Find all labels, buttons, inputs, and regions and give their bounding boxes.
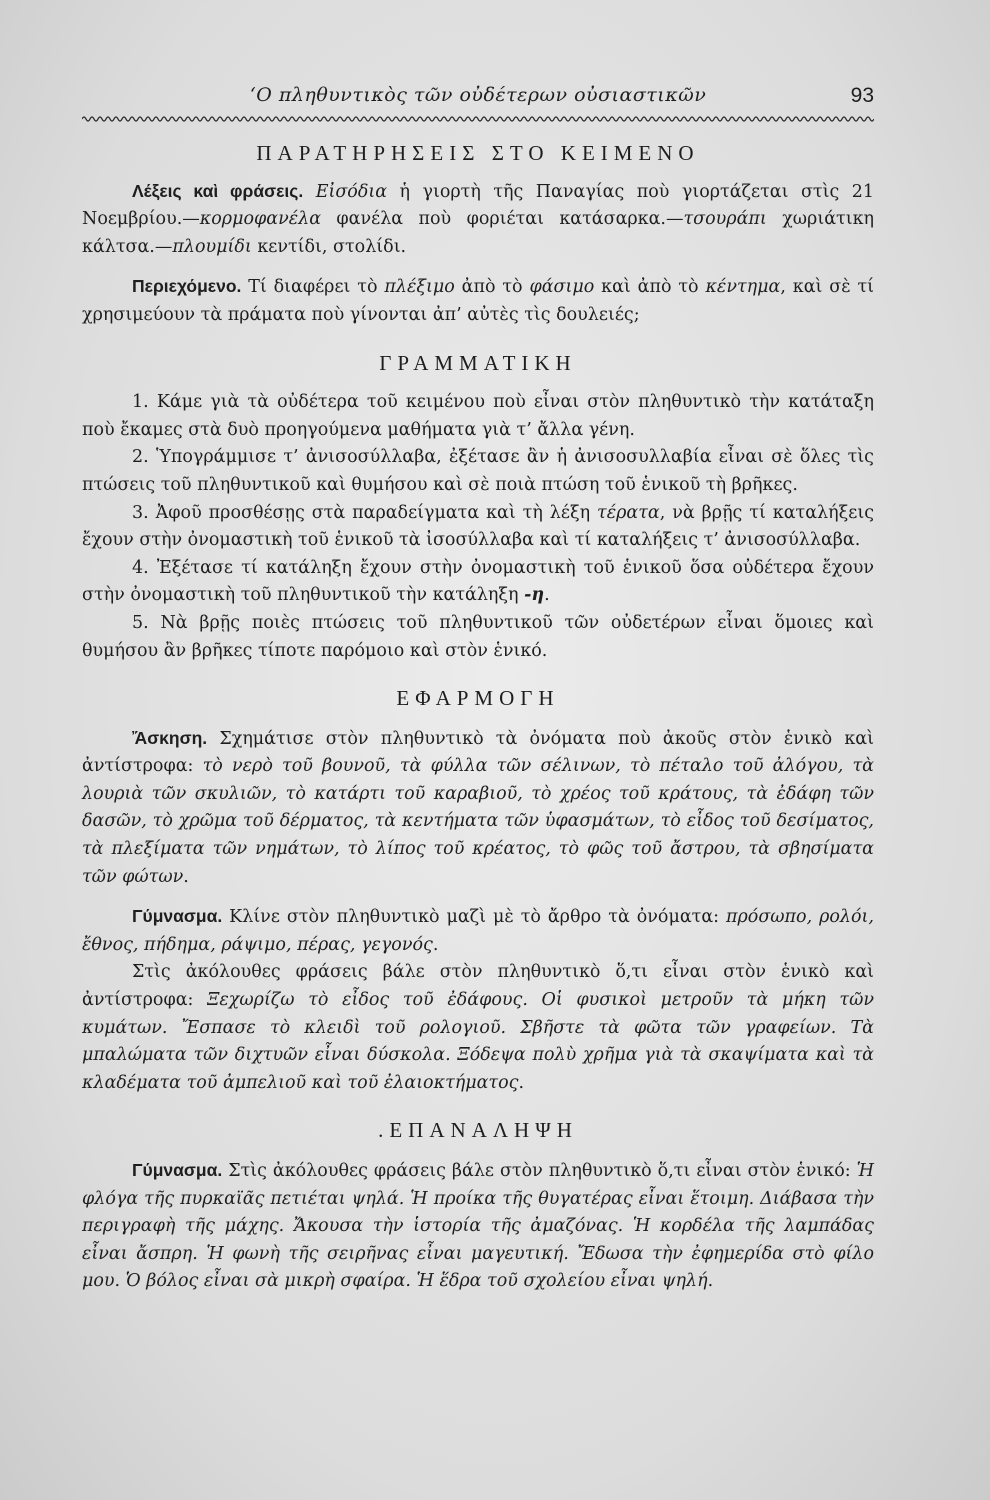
label-exercise: Ἄσκηση.: [132, 727, 208, 748]
text-run: 4. Ἐξέτασε τί κατάληξη ἔχουν στὴν ὀνομαστικὴ τοῦ ἑνικοῦ ὅσα οὐδέτερα ἔχουν στὴν ὀνομαστικὴ τοῦ πληθυντικοῦ τὴν κατάληξη: [82, 557, 874, 606]
page-body: [82, 140, 874, 1296]
term: τέρατα: [597, 502, 660, 523]
grammar-item-4: [82, 555, 874, 610]
term-list: τὸ νερὸ τοῦ βουνοῦ, τὰ φύλλα τῶν σέλινων, τὸ πέταλο τοῦ ἀλόγου, τὰ λουριὰ τῶν σκυλιῶν, τὸ κατάρτι τοῦ καραβιοῦ, τὸ χρέος τοῦ κράτους, τὰ ἐδάφη τῶν δασῶν, τὸ χρῶμα τοῦ δέρματος, τὰ κεντήματα τῶν ὑφασμάτων, τὸ εἶδος τοῦ δεσίματος, τὰ πλεξίματα τῶν νημάτων, τὸ λίπος τοῦ κρέατος, τὸ φῶς τοῦ ἄστρου, τὰ σβησίματα τῶν φώτων: [82, 756, 874, 887]
text-run: χωριάτικη κάλτσα.—: [82, 209, 874, 257]
label-revision-drill: Γύμνασμα.: [132, 1160, 223, 1180]
term-list: Ξεχωρίζω τὸ εἶδος τοῦ ἐδάφους. Οἱ φυσικοὶ μετροῦν τὰ μήκη τῶν κυμάτων. Ἔσπασε τὸ κλειδὶ τοῦ ρολογιοῦ. Σβῆστε τὰ φῶτα τῶν γραφείων. Τὰ μπαλώματα τῶν διχτυῶν εἶναι δύσκολα. Ξόδεψα πολὺ χρῆμα γιὰ τὰ σκαψίματα καὶ τὰ κλαδέματα τοῦ ἀμπελιοῦ καὶ τοῦ ἐλαιοκτήματος: [82, 990, 874, 1093]
paragraph-phrases: [82, 959, 874, 1097]
text-run: Στὶς ἀκόλουθες φράσεις βάλε στὸν πληθυντικὸ ὅ,τι εἶναι στὸν ἑνικὸ καὶ ἀντίστροφα:: [82, 962, 874, 1011]
grammar-item-3: [82, 500, 874, 555]
heading-observations: ΠΑΡΑΤΗΡΗΣΕΙΣ ΣΤΟ ΚΕΙΜΕΝΟ: [256, 141, 700, 165]
grammar-item-5: 5. Νὰ βρῇς ποιὲς πτώσεις τοῦ πληθυντικοῦ τῶν οὐδετέρων εἶναι ὅμοιες καὶ θυμήσου ἂν βρῆκες τίποτε παρόμοιο καὶ στὸν ἑνικό.: [82, 612, 874, 661]
page-header: [82, 80, 874, 116]
term-list: Ἡ φλόγα τῆς πυρκαϊᾶς πετιέται ψηλά. Ἡ προίκα τῆς θυγατέρας εἶναι ἕτοιμη. Διάβασα τὴν περιγραφὴ τῆς μάχης. Ἄκουσα τὴν ἱστορία τῆς ἀμαζόνας. Ἡ κορδέλα τῆς λαμπάδας εἶναι ἄσπρη. Ἡ φωνὴ τῆς σειρῆνας εἶναι μαγευτική. Ἔδωσα τὴν ἐφημερίδα στὸ φίλο μου. Ὁ βόλος εἶναι σὰ μικρὴ σφαίρα. Ἡ ἕδρα τοῦ σχολείου εἶναι ψηλή: [82, 1161, 874, 1292]
paragraph-drill: [82, 903, 874, 959]
text-run: φανέλα ποὺ φοριέται κατάσαρκα.—: [321, 209, 684, 230]
label-drill: Γύμνασμα.: [132, 906, 223, 927]
text-run: [303, 182, 316, 202]
term: κορμοφανέλα: [199, 209, 322, 230]
term: πλέξιμο: [384, 277, 455, 298]
running-title: ‘Ο πληθυντικὸς τῶν οὐδέτερων οὐσιαστικῶν: [249, 84, 707, 106]
text-run: , καὶ σὲ τί χρησιμεύουν τὰ πράματα ποὺ γίνονται ἀπ’ αὐτὲς τὶς δουλειές;: [82, 277, 874, 325]
text-run: Τί διαφέρει τὸ: [241, 277, 385, 298]
text-run: Κλίνε στὸν πληθυντικὸ μαζὶ μὲ τὸ ἄρθρο τὰ ὀνόματα:: [222, 907, 726, 928]
text-run: .: [432, 934, 439, 955]
text-run: Σχημάτισε στὸν πληθυντικὸ τὰ ὀνόματα ποὺ ἀκοῦς στὸν ἑνικὸ καὶ ἀντίστροφα:: [82, 728, 874, 777]
term: κέντημα: [705, 277, 781, 298]
label-words-phrases: Λέξεις καὶ φράσεις.: [132, 180, 304, 201]
text-run: ἀπὸ τὸ: [454, 277, 530, 298]
heading-revision: .ΕΠΑΝΑΛΗΨΗ: [378, 1118, 578, 1143]
text-run: .: [707, 1271, 714, 1292]
paragraph-content: [82, 273, 874, 329]
term: πλουμίδι: [172, 236, 252, 257]
term-list: πρόσωπο, ρολόι, ἔθνος, πήδημα, ράψιμο, πέρας, γεγονός: [82, 907, 874, 955]
text-run: .: [544, 585, 550, 606]
text-run: .: [518, 1072, 525, 1093]
term: -η: [524, 585, 545, 606]
heading-application: ΕΦΑΡΜΟΓΗ: [396, 686, 560, 711]
heading-grammar: ΓΡΑΜΜΑΤΙΚΗ: [379, 350, 577, 375]
text-run: κεντίδι, στολίδι.: [251, 236, 407, 257]
text-run: Στὶς ἀκόλουθες φράσεις βάλε στὸν πληθυντικὸ ὅ,τι εἶναι στὸν ἑνικό:: [222, 1161, 857, 1181]
paragraph-words-phrases: [82, 178, 874, 262]
grammar-item-2: 2. Ὑπογράμμισε τ’ ἀνισοσύλλαβα, ἐξέτασε ἂν ἡ ἀνισοσυλλαβία εἶναι σὲ ὅλες τὶς πτώσεις τοῦ πληθυντικοῦ καὶ θυμήσου καὶ σὲ ποιὰ πτώση τοῦ ἑνικοῦ τὴ βρῆκες.: [82, 447, 874, 495]
text-run: .: [183, 866, 189, 887]
grammar-item-1: 1. Κάμε γιὰ τὰ οὐδέτερα τοῦ κειμένου ποὺ εἶναι στὸν πληθυντικὸ τὴν κατάταξη ποὺ ἔκαμες στὰ δυὸ προηγούμενα μαθήματα γιὰ τ’ ἄλλα γένη.: [82, 392, 874, 440]
page-number: 93: [850, 84, 874, 107]
text-run: καὶ ἀπὸ τὸ: [594, 277, 706, 298]
term: φάσιμο: [529, 277, 595, 298]
term: τσουράπι: [683, 209, 767, 230]
label-content: Περιεχόμενο.: [132, 276, 242, 297]
term: Εἰσόδια: [315, 181, 388, 202]
wavy-rule: [82, 114, 874, 124]
text-run: 3. Ἀφοῦ προσθέσῃς στὰ παραδείγματα καὶ τὴ λέξη: [132, 502, 598, 523]
paragraph-revision-drill: [82, 1157, 874, 1296]
paragraph-exercise: [82, 725, 874, 892]
text-run: ἡ γιορτὴ τῆς Παναγίας ποὺ γιορτάζεται στὶς 21 Νοεμβρίου.—: [82, 181, 874, 230]
text-run: , νὰ βρῇς τί καταλήξεις ἔχουν στὴν ὀνομαστικὴ τοῦ ἑνικοῦ τὰ ἰσοσύλλαβα καὶ τί καταλήξεις τ’ ἀνισοσύλλαβα.: [82, 502, 874, 551]
